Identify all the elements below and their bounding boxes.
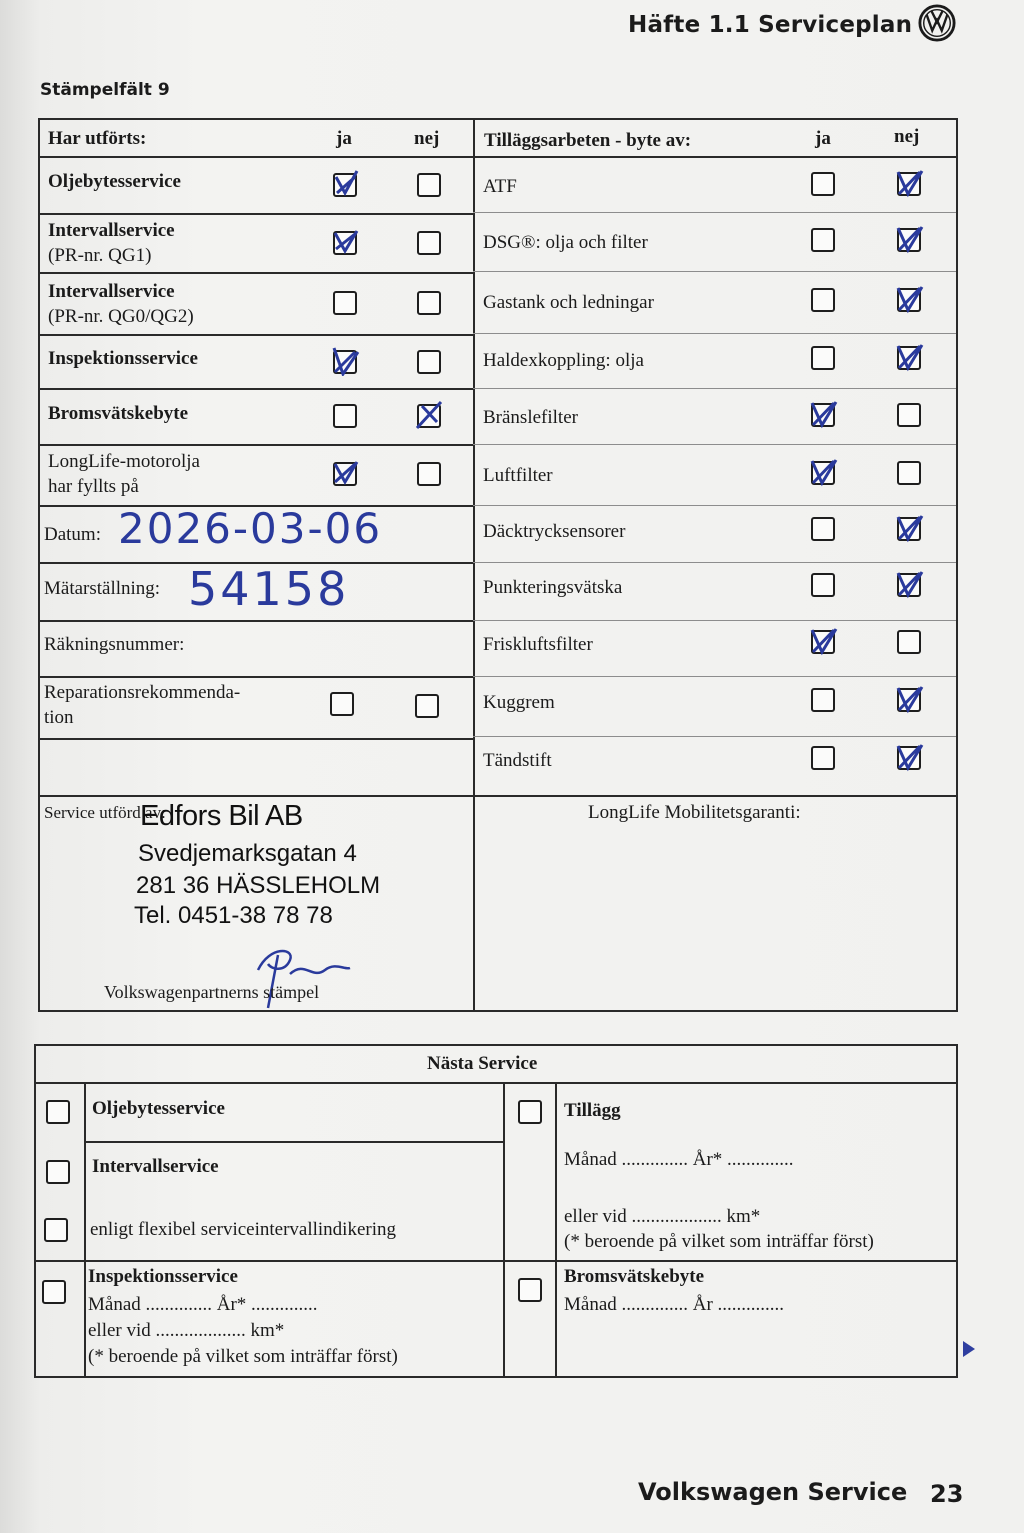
next-brake-checkbox[interactable] [518,1278,542,1302]
extra-work-label: Haldexkoppling: olja [483,350,644,371]
extra-work-no-checkbox[interactable] [897,461,921,485]
brake-fluid-yes-checkbox[interactable] [333,404,357,428]
inspection-no-checkbox[interactable] [417,350,441,374]
extra-work-no-checkbox[interactable] [897,630,921,654]
next-brake-month[interactable]: Månad .............. År .............. [564,1294,785,1315]
next-inspection-label: Inspektionsservice [88,1266,238,1287]
extra-work-label: Kuggrem [483,692,555,713]
extra-work-label: Bränslefilter [483,407,578,428]
next-extra-month[interactable]: Månad .............. År* .............. [564,1149,794,1170]
extra-work-yes-checkbox[interactable] [811,288,835,312]
extra-work-yes-checkbox[interactable] [811,172,835,196]
extra-work-label: Däcktrycksensorer [483,521,626,542]
footer-page-number: 23 [930,1480,964,1508]
dealer-stamp-city: 281 36 HÄSSLEHOLM [136,872,381,899]
extra-work-label: Punkteringsvätska [483,577,623,598]
row-label-longlife-oil: LongLife-motorolja har fyllts på [48,451,200,497]
extra-work-yes-checkbox[interactable] [811,746,835,770]
next-flexible-label: enligt flexibel serviceintervallindikering [90,1219,397,1240]
next-extra-note: (* beroende på vilket som inträffar först) [564,1231,874,1252]
interval-qg1-no-checkbox[interactable] [417,231,441,255]
dealer-stamp-street: Svedjemarksgatan 4 [138,840,357,867]
vw-logo-icon [918,4,956,42]
extra-work-no-checkbox[interactable] [897,517,921,541]
stamp-field-title: Stämpelfält 9 [40,80,170,100]
row-label-oil-service: Oljebytesservice [48,171,181,192]
inspection-yes-checkbox[interactable] [333,350,357,374]
interval-qg1-yes-checkbox[interactable] [333,231,357,255]
interval-qg0-yes-checkbox[interactable] [333,291,357,315]
right-table-header: Tilläggsarbeten - byte av: [484,130,692,151]
left-col-no: nej [414,128,440,149]
date-value[interactable]: 2026-03-06 [118,504,383,553]
oil-service-yes-checkbox[interactable] [333,173,357,197]
extra-work-no-checkbox[interactable] [897,172,921,196]
left-col-yes: ja [336,128,352,149]
footer-brand: Volkswagen Service [638,1478,908,1506]
extra-work-label: Friskluftsfilter [483,634,593,655]
row-label-interval-qg1: Intervallservice (PR-nr. QG1) [48,220,175,266]
repair-label: Reparationsrekommenda- tion [44,682,241,728]
row-label-brake-fluid: Bromsvätskebyte [48,403,189,424]
repair-yes-checkbox[interactable] [330,692,354,716]
service-by-label: Service utförd av: [44,803,166,822]
extra-work-no-checkbox[interactable] [897,228,921,252]
extra-work-label: Gastank och ledningar [483,292,654,313]
next-inspection-month[interactable]: Månad .............. År* .............. [88,1294,318,1315]
extra-work-no-checkbox[interactable] [897,688,921,712]
next-oil-label: Oljebytesservice [92,1098,225,1119]
row-label-inspection: Inspektionsservice [48,348,198,369]
extra-work-label: Tändstift [483,750,552,771]
interval-qg0-no-checkbox[interactable] [417,291,441,315]
next-inspection-km[interactable]: eller vid ................... km* [88,1320,285,1341]
next-inspection-checkbox[interactable] [42,1280,66,1304]
extra-work-no-checkbox[interactable] [897,346,921,370]
extra-work-yes-checkbox[interactable] [811,573,835,597]
right-col-yes: ja [815,128,831,149]
extra-work-label: Luftfilter [483,465,553,486]
next-interval-label: Intervallservice [92,1156,219,1177]
next-service-title: Nästa Service [427,1053,538,1074]
extra-work-label: DSG®: olja och filter [483,232,648,253]
partner-stamp-label: Volkswagenpartnerns stämpel [104,982,320,1002]
odometer-label: Mätarställning: [44,578,161,599]
page-header-title: Häfte 1.1 Serviceplan [628,12,913,38]
next-oil-checkbox[interactable] [46,1100,70,1124]
invoice-label: Räkningsnummer: [44,634,185,655]
dealer-stamp-name: Edfors Bil AB [140,800,303,832]
extra-work-yes-checkbox[interactable] [811,346,835,370]
right-col-no: nej [894,126,920,147]
row-label-interval-qg0: Intervallservice (PR-nr. QG0/QG2) [48,281,194,327]
extra-work-no-checkbox[interactable] [897,403,921,427]
date-label: Datum: [44,524,101,545]
brake-fluid-no-checkbox[interactable] [417,404,441,428]
next-extra-label: Tillägg [564,1100,621,1121]
extra-work-yes-checkbox[interactable] [811,688,835,712]
next-inspection-note: (* beroende på vilket som inträffar först) [88,1346,398,1367]
extra-work-no-checkbox[interactable] [897,288,921,312]
extra-work-no-checkbox[interactable] [897,746,921,770]
next-flexible-checkbox[interactable] [44,1218,68,1242]
extra-work-yes-checkbox[interactable] [811,461,835,485]
repair-no-checkbox[interactable] [415,694,439,718]
extra-work-yes-checkbox[interactable] [811,630,835,654]
mobility-label: LongLife Mobilitetsgaranti: [588,802,801,823]
oil-service-no-checkbox[interactable] [417,173,441,197]
next-brake-label: Bromsvätskebyte [564,1266,705,1287]
extra-work-yes-checkbox[interactable] [811,517,835,541]
dealer-stamp-phone: Tel. 0451-38 78 78 [134,902,333,929]
extra-work-label: ATF [483,176,517,197]
next-extra-km[interactable]: eller vid ................... km* [564,1206,761,1227]
extra-work-no-checkbox[interactable] [897,573,921,597]
next-interval-checkbox[interactable] [46,1160,70,1184]
extra-work-yes-checkbox[interactable] [811,228,835,252]
longlife-oil-no-checkbox[interactable] [417,462,441,486]
next-extra-checkbox[interactable] [518,1100,542,1124]
longlife-oil-yes-checkbox[interactable] [333,462,357,486]
extra-work-yes-checkbox[interactable] [811,403,835,427]
left-table-header: Har utförts: [48,128,147,149]
next-page-arrow-icon[interactable] [962,1340,976,1358]
odometer-value[interactable]: 54158 [188,562,350,616]
